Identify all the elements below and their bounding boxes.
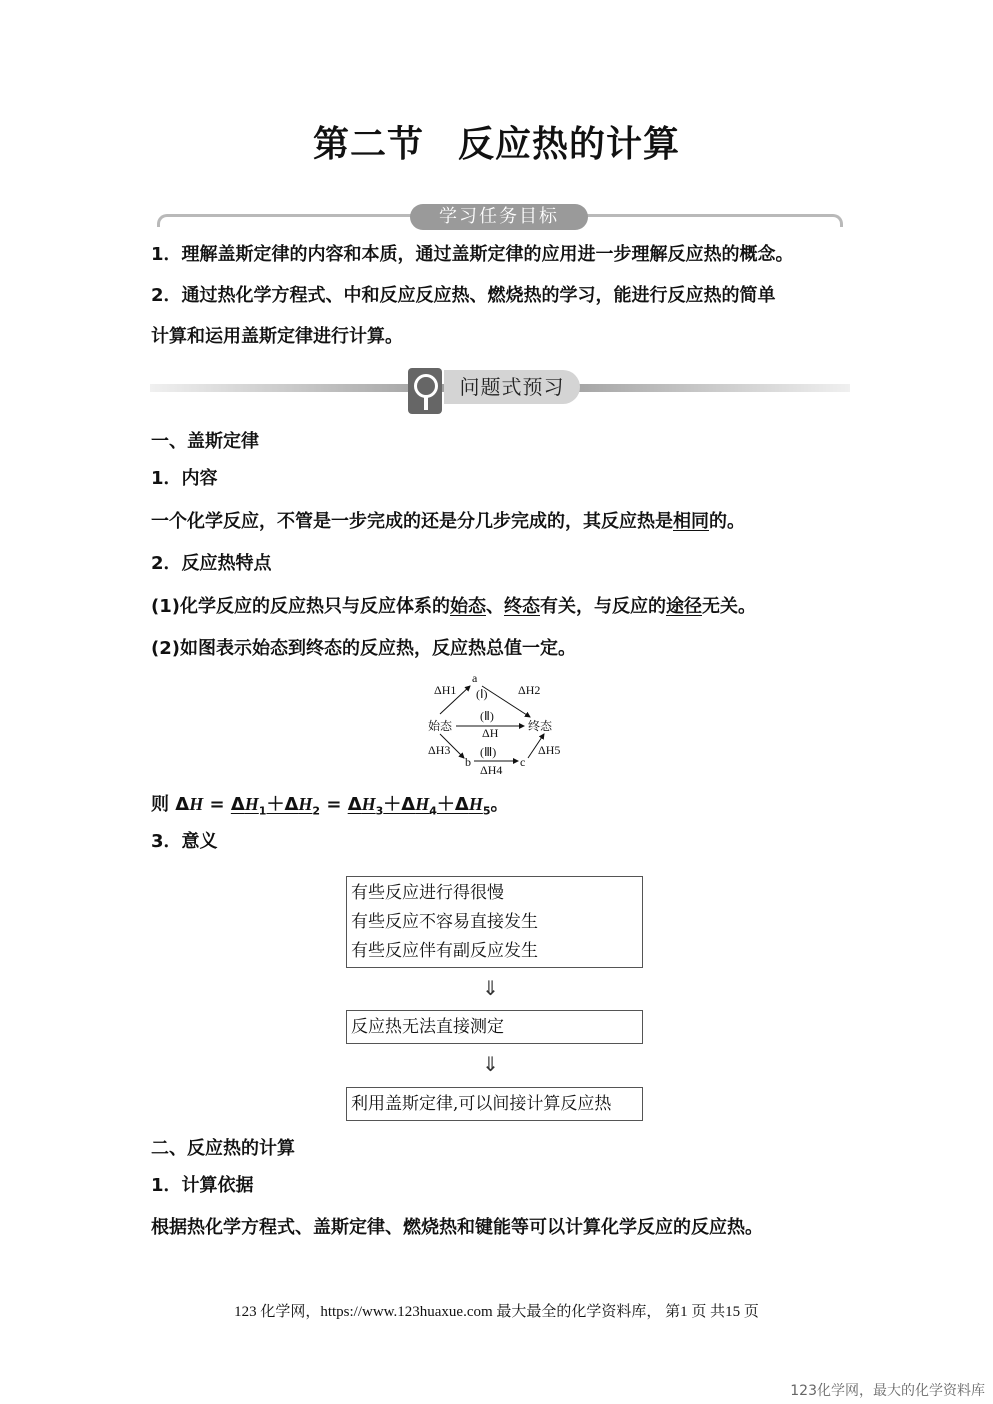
start-state: 始态	[428, 719, 453, 733]
part1-s3-heading: 3．意义	[151, 831, 218, 852]
flow-reason: 有些反应伴有副反应发生	[351, 941, 538, 961]
flow-box-solution: 利用盖斯定律,可以间接计算反应热	[346, 1087, 643, 1121]
page-footer: 123 化学网，https://www.123huaxue.com 最大最全的化学资料库， 第1 页 共15 页	[234, 1304, 759, 1320]
end-state: 终态	[528, 719, 553, 733]
blank-answer: 相同	[673, 511, 709, 532]
label-dH4: ΔH4	[480, 763, 503, 777]
part1-s2-heading: 2．反应热特点	[151, 553, 272, 574]
blank-answer: 终态	[503, 596, 540, 617]
part1-heading: 一、盖斯定律	[151, 431, 259, 452]
part1-s2-p2: (2)如图表示始态到终态的反应热，反应热总值一定。	[151, 638, 576, 659]
goals-banner-label: 学习任务目标	[410, 204, 588, 230]
part1-s1-heading: 1．内容	[151, 468, 218, 489]
route-1: (Ⅰ)	[476, 687, 488, 701]
flow-reason: 有些反应不容易直接发生	[351, 912, 538, 932]
goals-banner	[157, 204, 843, 234]
flow-reason: 有些反应进行得很慢	[351, 883, 504, 903]
label-dH: ΔH	[482, 726, 499, 740]
preview-banner-label: 问题式预习	[444, 370, 580, 404]
section-number: 第二节	[312, 124, 424, 165]
label-dH3: ΔH3	[428, 743, 451, 757]
goal-2-cont: 计算和运用盖斯定律进行计算。	[151, 326, 403, 347]
part2-heading: 二、反应热的计算	[151, 1138, 295, 1159]
hess-formula: 则 $\Delta H = \Delta H_1+\Delta H_2 = \Delta H_3+\Delta H_4+\Delta H_5$。	[151, 794, 509, 818]
blank-answer: 始态	[449, 596, 486, 617]
section-topic: 反应热的计算	[458, 124, 681, 165]
part2-s1-heading: 1．计算依据	[151, 1175, 254, 1196]
part1-s2-p1: (1)化学反应的反应热只与反应体系的始态、终态有关，与反应的途径无关。	[151, 596, 756, 617]
magnifier-icon	[408, 368, 442, 414]
node-a: a	[472, 672, 478, 685]
label-dH2: ΔH2	[518, 683, 541, 697]
goal-1: 1．理解盖斯定律的内容和本质，通过盖斯定律的应用进一步理解反应热的概念。	[151, 244, 794, 265]
down-arrow-icon: ⇓	[482, 1052, 499, 1076]
part1-s1-text: 一个化学反应，不管是一步完成的还是分几步完成的，其反应热是相同的。	[151, 511, 745, 532]
label-dH5: ΔH5	[538, 743, 561, 757]
goal-2: 2．通过热化学方程式、中和反应反应热、燃烧热的学习，能进行反应热的简单	[151, 285, 776, 306]
flow-box-problem: 反应热无法直接测定	[346, 1010, 643, 1044]
hess-cycle-diagram	[420, 672, 580, 782]
page-title	[0, 116, 993, 167]
route-3: (Ⅲ)	[480, 745, 497, 759]
label-dH1: ΔH1	[434, 683, 457, 697]
part2-s1-text: 根据热化学方程式、盖斯定律、燃烧热和键能等可以计算化学反应的反应热。	[151, 1217, 763, 1238]
flow-box-reasons	[346, 876, 643, 968]
route-2: (Ⅱ)	[480, 709, 494, 723]
node-b: b	[465, 755, 471, 769]
node-c: c	[520, 755, 526, 769]
preview-banner	[150, 366, 850, 416]
down-arrow-icon: ⇓	[482, 976, 499, 1000]
watermark: 123化学网，最大的化学资料库	[790, 1383, 985, 1399]
blank-answer: 途径	[665, 596, 702, 617]
